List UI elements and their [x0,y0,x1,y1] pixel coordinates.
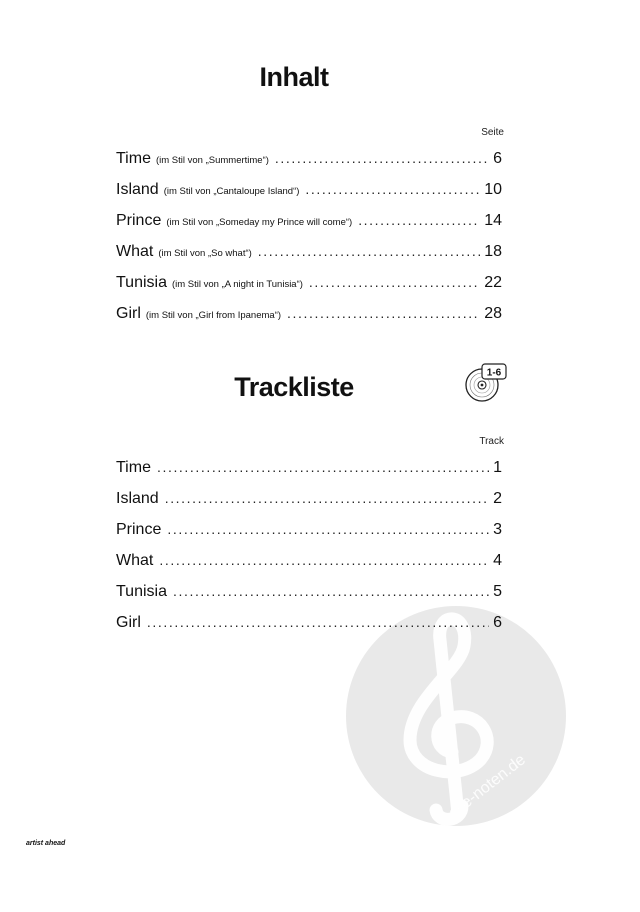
cd-badge-label: 1-6 [486,367,502,379]
leader-dots [258,243,480,259]
contents-entry [116,305,502,327]
leader-dots [165,490,489,506]
track-number: 5 [493,583,502,600]
contents-entry [116,243,502,265]
entry-style-note: (im Stil von „So what“) [158,248,252,259]
entry-style-note: (im Stil von „Someday my Prince will come“) [166,217,353,228]
track-title: What [116,552,154,569]
contents-entry [116,212,502,234]
track-entry [116,614,502,636]
track-entry [116,521,502,543]
entry-page: 18 [484,243,502,260]
track-title: Island [116,490,159,507]
track-title: Tunisia [116,583,167,600]
track-column-header: Track [479,436,504,447]
entry-title: Time [116,150,151,167]
leader-dots [287,305,480,321]
contents-title: Inhalt [259,62,329,92]
entry-title: Island [116,181,159,198]
track-title: Time [116,459,151,476]
watermark-text: alle-noten.de [445,751,529,822]
leader-dots [147,614,489,630]
entry-title: What [116,243,154,260]
entry-title: Tunisia [116,274,167,291]
leader-dots [275,150,489,166]
contents-entry [116,150,502,172]
track-number: 6 [493,614,502,631]
leader-dots [309,274,480,290]
track-title: Girl [116,614,141,631]
publisher-footer: artist ahead [26,840,66,847]
leader-dots [167,521,489,537]
track-entry [116,552,502,574]
leader-dots [157,459,489,475]
track-entry [116,459,502,481]
cd-icon [464,363,508,403]
entry-title: Prince [116,212,162,229]
entry-style-note: (im Stil von „Cantaloupe Island“) [163,186,300,197]
contents-entry [116,181,502,203]
track-number: 4 [493,552,502,569]
track-title: Prince [116,521,162,538]
entry-title: Girl [116,305,141,322]
track-entry [116,583,502,605]
contents-entry [116,274,502,296]
leader-dots [159,552,489,568]
track-entry [116,490,502,512]
entry-page: 10 [484,181,502,198]
leader-dots [358,212,480,228]
leader-dots [173,583,489,599]
leader-dots [305,181,480,197]
track-number: 3 [493,521,502,538]
entry-style-note: (im Stil von „Summertime“) [155,155,269,166]
entry-page: 14 [484,212,502,229]
track-number: 1 [493,459,502,476]
entry-page: 22 [484,274,502,291]
entry-page: 28 [484,305,502,322]
tracklist-title: Trackliste [234,372,354,402]
entry-page: 6 [493,150,502,167]
entry-style-note: (im Stil von „Girl from Ipanema“) [145,310,282,321]
entry-style-note: (im Stil von „A night in Tunisia“) [171,279,303,290]
track-number: 2 [493,490,502,507]
page-column-header: Seite [481,127,504,138]
